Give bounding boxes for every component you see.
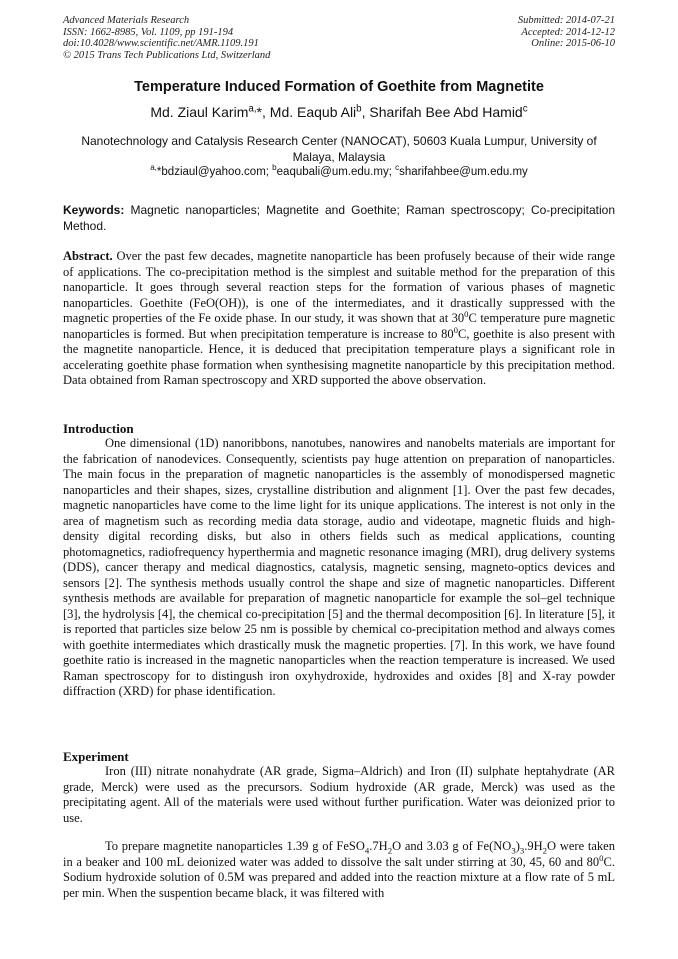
subscript: 2 xyxy=(387,845,393,856)
keywords xyxy=(63,202,615,234)
author-name: Sharifah Bee Abd Hamid xyxy=(369,104,523,120)
keywords-label: Keywords: xyxy=(63,203,125,217)
issn-line: ISSN: 1662-8985, Vol. 1109, pp 191-194 xyxy=(63,26,234,38)
author-emails xyxy=(0,163,678,178)
subscript: 2 xyxy=(542,845,548,856)
email-mark: b xyxy=(272,163,277,173)
section-heading: Experiment xyxy=(63,749,129,764)
author-separator: , xyxy=(361,104,370,120)
paragraph-text: .9H xyxy=(524,839,543,853)
abstract xyxy=(63,249,615,389)
journal-info xyxy=(63,15,270,61)
affiliation: Nanotechnology and Catalysis Research Center (NANOCAT), 50603 Kuala Lumpur, University of Malaya, Malaysia xyxy=(81,134,597,164)
copyright-line: © 2015 Trans Tech Publications Ltd, Switzerland xyxy=(63,49,271,61)
corresponding-mark: * xyxy=(256,104,262,120)
degree-mark: 0 xyxy=(453,324,458,335)
abstract-text: C, goethite is also present with the magnetite nanoparticle. Hence, it is deduced that precipitation temperature plays a significant role in accelerating goethite phase formation when synthesising magnetite nanoparticle by this precipitation method. Data obtained from Raman spectroscopy and XRD supported the above observation. xyxy=(63,326,615,387)
author-separator: , xyxy=(262,104,270,120)
author-affil-mark: a, xyxy=(248,103,257,115)
abstract-text: Over the past few decades, magnetite nanoparticle has been profusely because of their wide range of applications. The co-precipitation method is the simplest and suitable method for the preparation of this nanoparticle. It goes through several reaction steps for the formation of various phases of magnetic nanoparticles. Goethite (FeO(OH)), is one of the intermediates, and it drastically suppressed with the magnetic properties of the Fe oxide phase. In our study, it was shown that at 30 xyxy=(63,249,615,325)
online-date: Online: 2015-06-10 xyxy=(531,38,615,49)
email-mark: a, xyxy=(150,163,157,173)
degree-mark: 0 xyxy=(599,852,604,863)
introduction-text: One dimensional (1D) nanoribbons, nanotubes, nanowires and nanobelts materials are important for the fabrication of nanodevices. Consequently, scientists pay huge attention on preparation of nanoparticles. The main focus in the preparation of magnetic nanoparticles is the assembly of monodispersed magnetic nanoparticles and their shapes, sizes, crystalline distribution and alignment [1]. Over the past few decades, magnetic nanoparticles have come to the lime light for its unique applications. The interest is not only in the area of magnetism such as recording media data storage, audio and videotape, magnetic fluids and high-density digital recording disks, but also in others fields such as medical applications, counting photomagnetics, radiofrequency hyperthermia and magnetic resonance imaging (MRI), drug delivery systems (DDS), cancer therapy and medical diagnostics, catalysis, magnetic sensing, magneto-optics devices and sensors [2]. The synthesis methods usually control the shape and size of magnetic nanoparticles. Different synthesis methods are available for preparation of magnetic nanoparticle for example the sol–gel technique [3], the hydrolysis [4], the chemical co-precipitation [5] and the thermal decomposition [6]. In literature [5], it is reported that particles size below 25 nm is possible by chemical co-precipitation method and always comes with goethite intermediates which drastically musk the magnetic properties. [7]. In this work, we have found goethite ratio is increased in the magnetic nanoparticles when the reaction temperature is increased. We used Raman spectroscopy for to distingush iron oxyhydroxide, hydroxides and oxides [8] and X-ray powder diffraction (XRD) for phase identification. xyxy=(63,436,615,698)
author-list xyxy=(0,104,678,120)
experiment-paragraph xyxy=(63,839,615,901)
author-affil-mark: b xyxy=(356,103,362,115)
paragraph-text: ) xyxy=(515,839,520,853)
experiment-section xyxy=(63,749,615,901)
paper-title: Temperature Induced Formation of Goethite from Magnetite xyxy=(134,79,544,95)
doi-line: doi:10.4028/www.scientific.net/AMR.1109.191 xyxy=(63,38,259,49)
email-link[interactable]: sharifahbee@um.edu.my xyxy=(399,166,528,178)
publication-dates xyxy=(518,15,615,50)
journal-name: Advanced Materials Research xyxy=(63,15,190,26)
paragraph-text: To prepare magnetite nanoparticles 1.39 g of FeSO xyxy=(105,839,365,853)
email-link[interactable]: *bdziaul@yahoo.com; xyxy=(156,166,273,178)
degree-mark: 0 xyxy=(464,308,469,319)
author-affil-mark: c xyxy=(522,103,528,115)
experiment-paragraph: Iron (III) nitrate nonahydrate (AR grade, Sigma–Aldrich) and Iron (II) sulphate heptahydrate (AR grade, Merck) were used as the precursors. Sodium hydroxide (AR grade, Merck) was used as the precipitating agent. All of the materials were used without further purification. Water was deionized prior to use. xyxy=(63,764,615,825)
paragraph-text: O were taken in a beaker and 100 mL deionized water was added to dissolve the salt under stirring at 30, 45, 60 and 80 xyxy=(63,839,615,869)
introduction-section xyxy=(63,421,615,700)
email-link[interactable]: eaqubali@um.edu.my; xyxy=(276,166,396,178)
abstract-text: C temperature pure magnetic nanoparticles is formed. But when precipitation temperature is increase to 80 xyxy=(63,311,615,341)
paragraph-text: C. Sodium hydroxide solution of 0.5M was prepared and added into the reaction mixture at a flow rate of 5 mL per min. When the suspention became black, it was filtered with xyxy=(63,854,615,900)
accepted-date: Accepted: 2014-12-12 xyxy=(521,26,615,38)
subscript: 4 xyxy=(364,845,370,856)
section-heading: Introduction xyxy=(63,421,134,436)
submitted-date: Submitted: 2014-07-21 xyxy=(517,15,615,26)
author-name: Md. Eaqub Ali xyxy=(269,104,357,120)
author-name: Md. Ziaul Karim xyxy=(150,104,249,120)
paragraph-text: .7H xyxy=(369,839,388,853)
keywords-text: Magnetic nanoparticles; Magnetite and Goethite; Raman spectroscopy; Co-precipitation Method. xyxy=(63,203,615,233)
subscript: 3 xyxy=(511,845,516,856)
subscript: 3 xyxy=(519,845,525,856)
paragraph-text: O and 3.03 g of Fe(NO xyxy=(392,839,512,853)
email-mark: c xyxy=(395,163,400,173)
abstract-label: Abstract. xyxy=(63,249,113,263)
